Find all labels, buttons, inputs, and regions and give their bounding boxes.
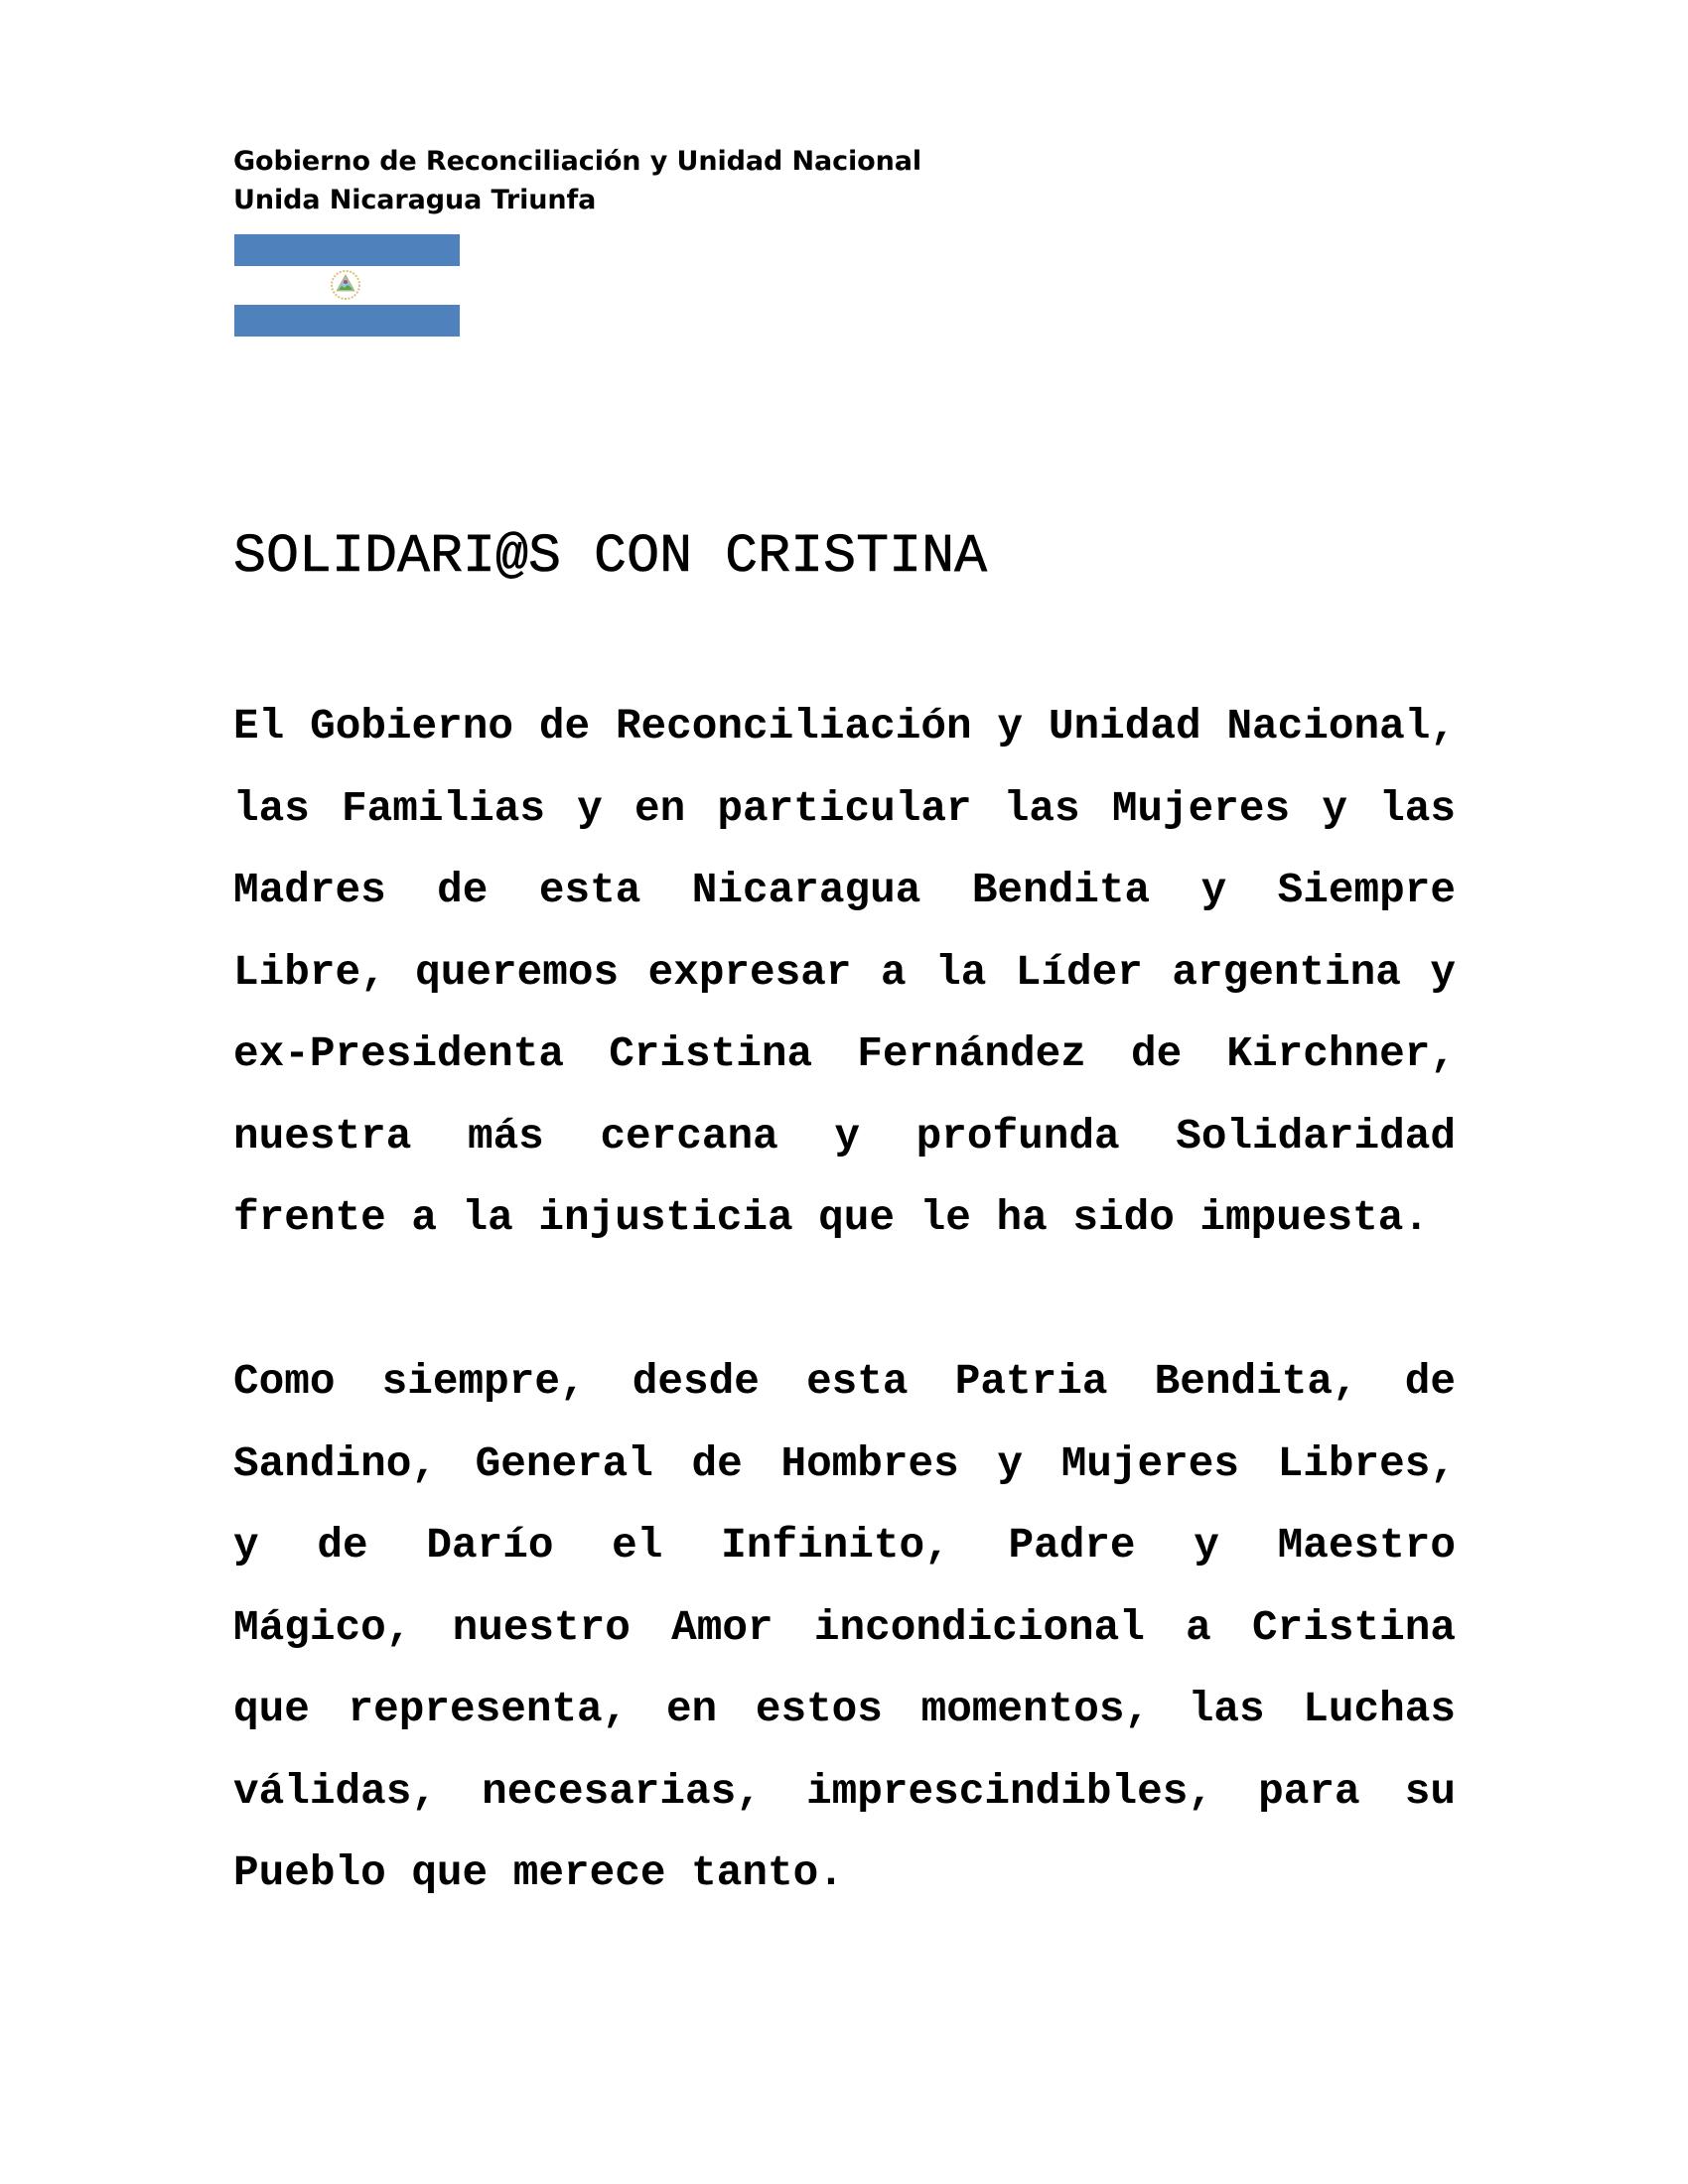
nicaragua-flag-icon — [234, 234, 460, 337]
text-line: Como siempre, desde esta Patria Bendita, de — [233, 1357, 1456, 1406]
government-slogan: Unida Nicaragua Triunfa — [233, 185, 597, 215]
text-line: frente a la injusticia que le ha sido impuesta. — [233, 1193, 1429, 1242]
letterhead — [233, 142, 921, 219]
text-line: las Familias y en particular las Mujeres y las — [233, 783, 1456, 833]
flag-bottom-band — [234, 305, 460, 337]
text-line: y de Darío el Infinito, Padre y Maestro — [233, 1521, 1456, 1570]
text-line: válidas, necesarias, imprescindibles, para su — [233, 1766, 1456, 1816]
text-line: Madres de esta Nicaragua Bendita y Siempre — [233, 866, 1456, 914]
government-name: Gobierno de Reconciliación y Unidad Nacional — [233, 146, 922, 177]
flag-top-band — [234, 234, 460, 266]
text-line: ex-Presidenta Cristina Fernández de Kirchner, — [233, 1029, 1456, 1078]
text-line: que representa, en estos momentos, las Luchas — [233, 1685, 1456, 1733]
paragraph-1 — [233, 686, 1456, 1260]
page-title: SOLIDARI@S CON CRISTINA — [233, 525, 988, 588]
text-line: El Gobierno de Reconciliación y Unidad Nacional, — [233, 702, 1456, 751]
text-line: nuestra más cercana y profunda Solidaridad — [233, 1111, 1456, 1160]
paragraph-2 — [233, 1341, 1456, 1915]
text-line: Mágico, nuestro Amor incondicional a Cristina — [233, 1602, 1456, 1652]
text-line: Sandino, General de Hombres y Mujeres Libres, — [233, 1438, 1456, 1488]
text-line: Libre, queremos expresar a la Líder argentina y — [233, 947, 1456, 997]
text-line: Pueblo que merece tanto. — [233, 1848, 844, 1897]
coat-of-arms-icon — [330, 269, 361, 301]
